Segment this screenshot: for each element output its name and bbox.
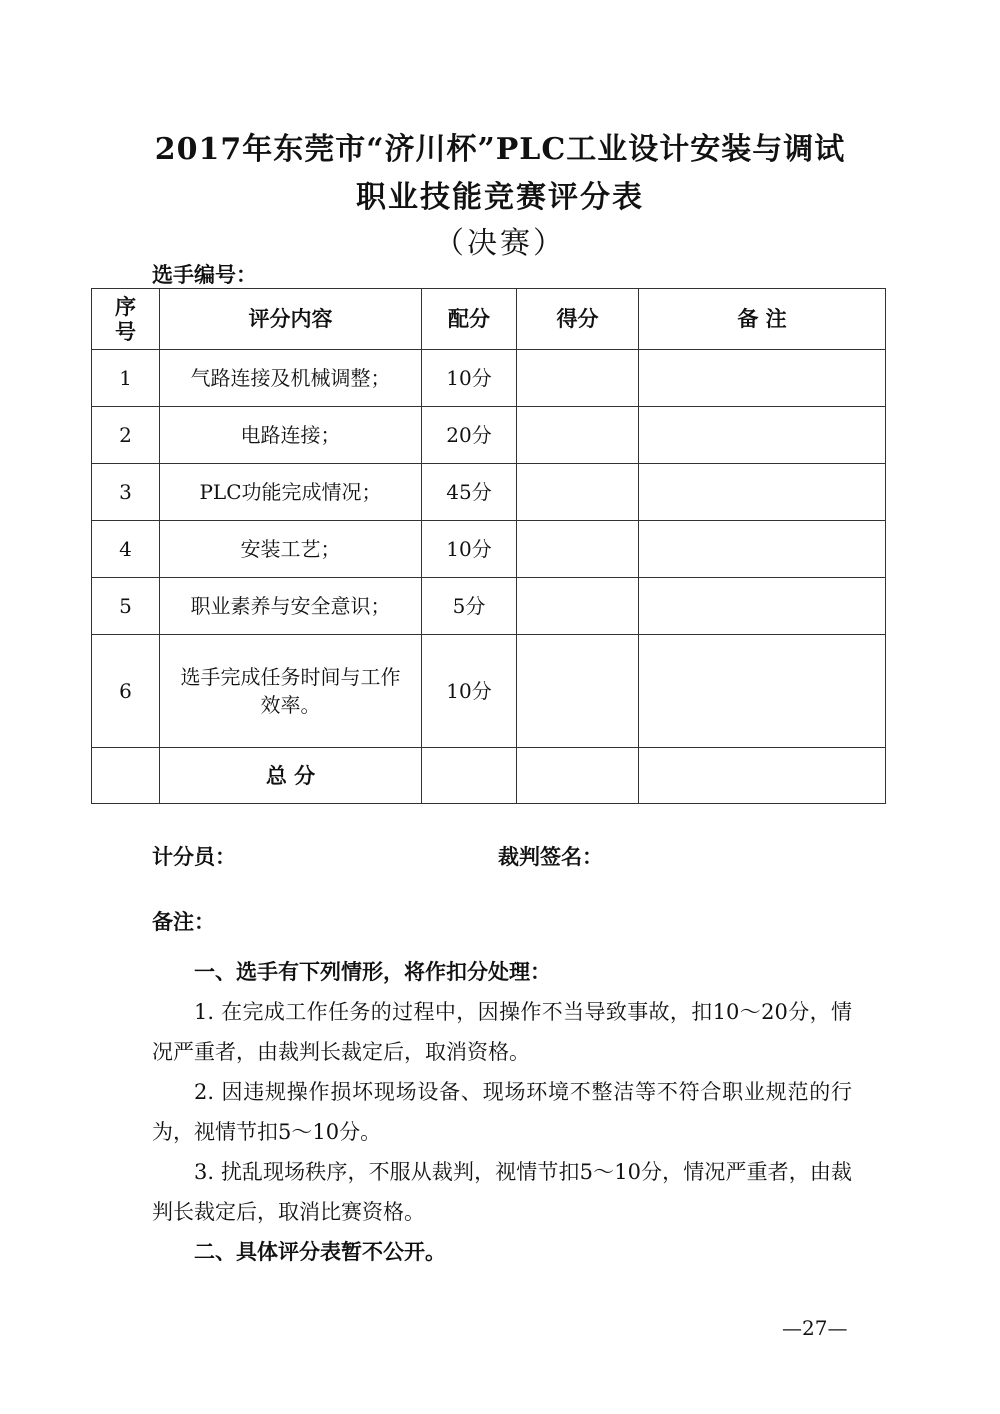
header-seq [92,289,160,350]
notes-item3: 3. 扰乱现场秩序，不服从裁判，视情节扣5～10分，情况严重者，由裁判长裁定后，取消比赛资格。 [152,1160,852,1224]
row-remarks-cell[interactable] [639,578,886,635]
row-remarks-cell[interactable] [639,521,886,578]
referee-signature-label: 裁判签名： [498,844,603,869]
table-header-row [92,289,886,350]
notes-label: 备注： [152,909,215,934]
row-score-cell[interactable] [517,464,639,521]
row-points: 20分 [422,407,517,464]
notes-section [152,906,852,1272]
total-score-cell[interactable] [517,748,639,804]
row-points: 10分 [422,635,517,748]
document-title-line3: （决赛） [434,226,566,261]
header-seq-bottom: 号 [115,319,136,344]
table-row [92,578,886,635]
header-score: 得分 [517,289,639,350]
table-row [92,350,886,407]
row-score-cell[interactable] [517,635,639,748]
header-remarks: 备 注 [639,289,886,350]
total-seq-cell [92,748,160,804]
score-table [91,288,886,804]
row-score-cell[interactable] [517,350,639,407]
document-title-line1: 2017年东莞市“济川杯”PLC工业设计安装与调试 [154,132,846,167]
row-points: 5分 [422,578,517,635]
row-seq: 3 [92,464,160,521]
row-score-cell[interactable] [517,407,639,464]
row-seq: 4 [92,521,160,578]
notes-section1: 一、选手有下列情形，将作扣分处理： [194,959,551,984]
row-remarks-cell[interactable] [639,407,886,464]
row-content: 电路连接； [160,407,422,464]
notes-item2: 2. 因违规操作损坏现场设备、现场环境不整洁等不符合职业规范的行为，视情节扣5～10分。 [152,1080,852,1144]
row-score-cell[interactable] [517,521,639,578]
row-content: 职业素养与安全意识； [160,578,422,635]
row-content: PLC功能完成情况； [160,464,422,521]
row-points: 45分 [422,464,517,521]
table-row [92,407,886,464]
header-content: 评分内容 [160,289,422,350]
row-content: 安装工艺； [160,521,422,578]
row-seq: 5 [92,578,160,635]
total-label: 总 分 [160,748,422,804]
row-remarks-cell[interactable] [639,635,886,748]
table-row [92,464,886,521]
row-seq: 6 [92,635,160,748]
row-remarks-cell[interactable] [639,464,886,521]
notes-section2: 二、具体评分表暂不公开。 [194,1239,446,1264]
notes-item1: 1. 在完成工作任务的过程中，因操作不当导致事故，扣10～20分，情况严重者，由裁判长裁定后，取消资格。 [152,1000,852,1064]
row-seq: 2 [92,407,160,464]
row-score-cell[interactable] [517,578,639,635]
row-points: 10分 [422,521,517,578]
row-content: 选手完成任务时间与工作效率。 [160,635,422,748]
row-points: 10分 [422,350,517,407]
total-points-cell[interactable] [422,748,517,804]
total-remarks-cell[interactable] [639,748,886,804]
page-number: —27— [782,1316,848,1340]
row-remarks-cell[interactable] [639,350,886,407]
header-seq-top: 序 [115,294,136,319]
total-row [92,748,886,804]
scorer-signature-label: 计分员： [152,844,236,869]
table-row [92,635,886,748]
table-row [92,521,886,578]
row-content: 气路连接及机械调整； [160,350,422,407]
row-seq: 1 [92,350,160,407]
document-title-line2: 职业技能竞赛评分表 [356,180,644,215]
contestant-number-label: 选手编号： [152,262,257,287]
header-points: 配分 [422,289,517,350]
